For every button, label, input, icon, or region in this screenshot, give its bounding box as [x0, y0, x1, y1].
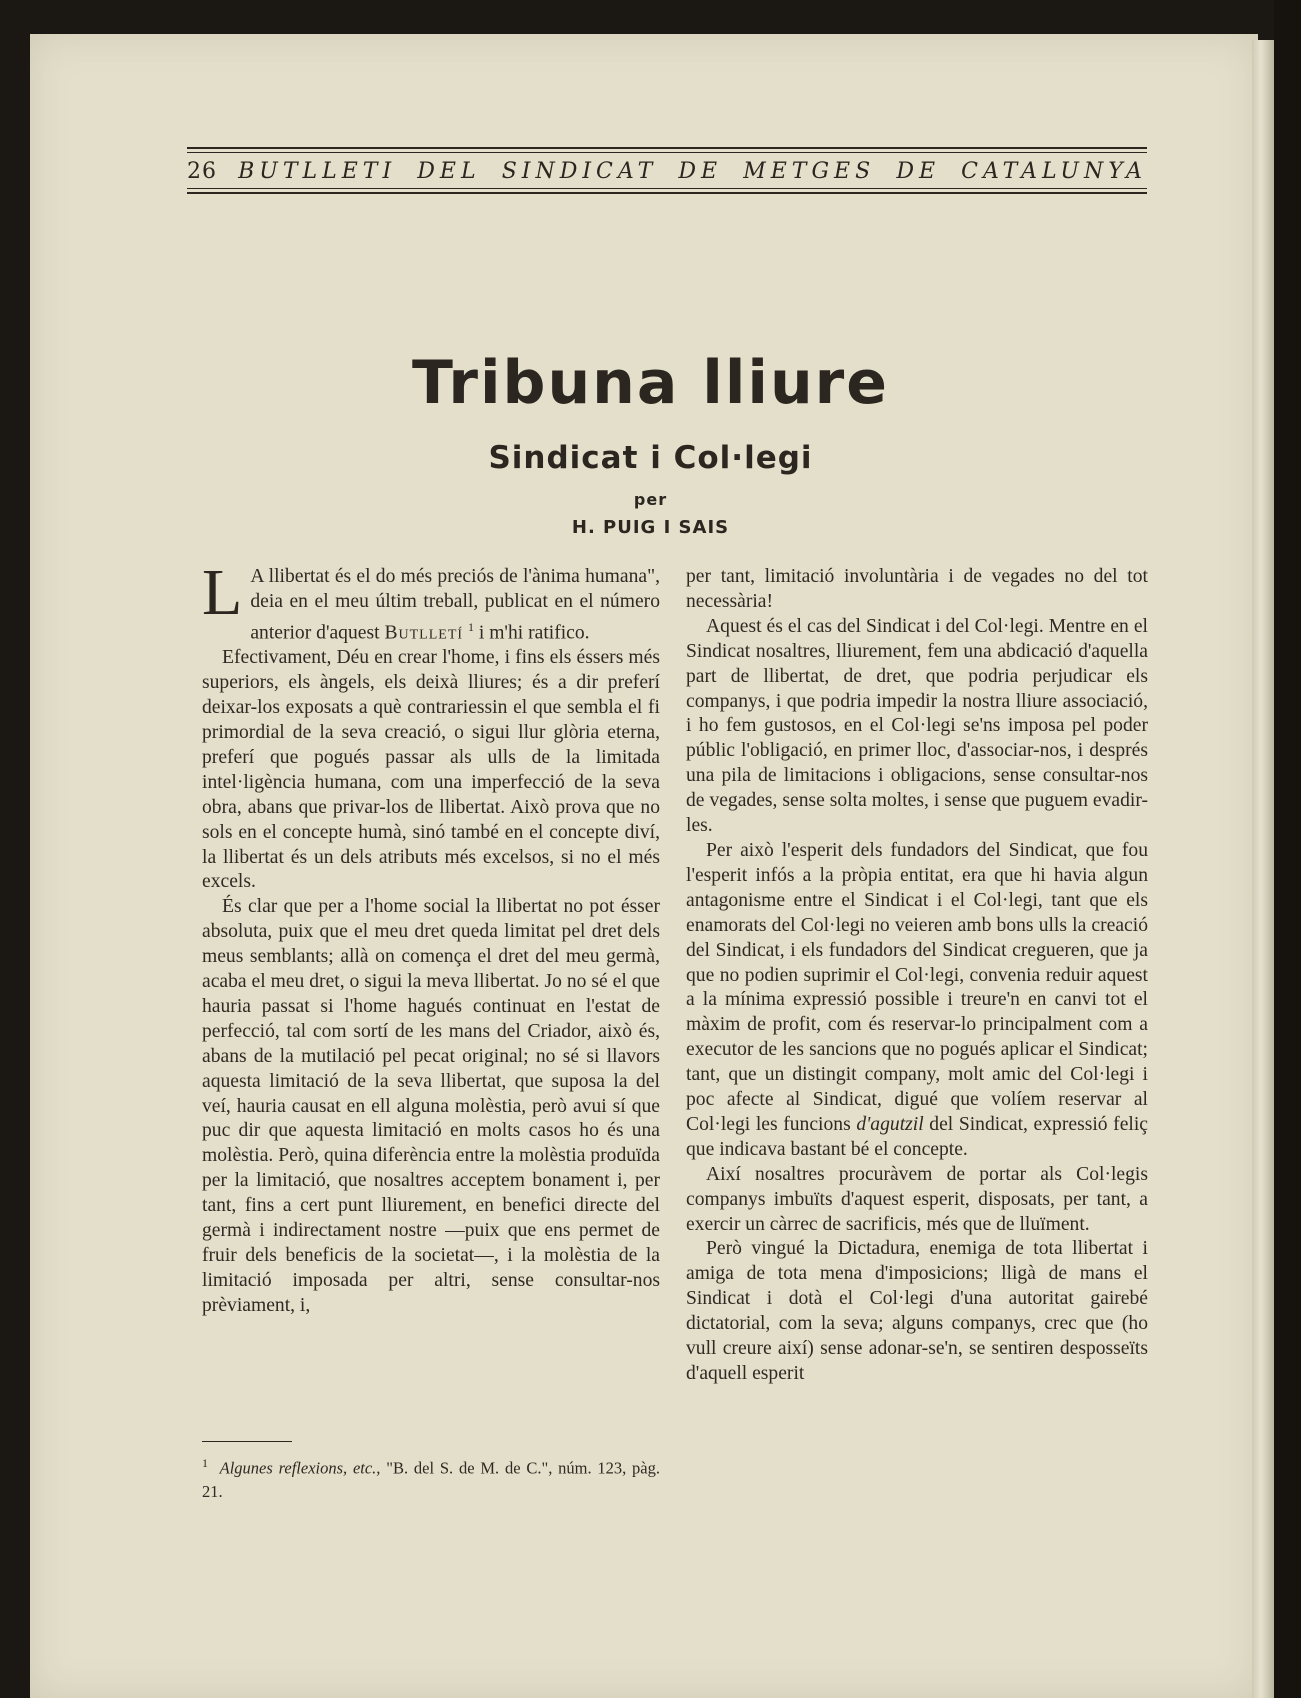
paragraph: Així nosaltres procuràvem de portar als Col·legis companys imbuïts d'aquest esperit, disposats, per tant, a exercir un càrrec de sacrificis, més que de lluïment. [686, 1163, 1148, 1235]
paragraph [686, 839, 1148, 1163]
byline-prefix: per [633, 490, 668, 509]
footnote-title: Algunes reflexions, etc., [219, 1458, 381, 1478]
footnote-marker: 1 [467, 619, 474, 634]
header-rule-bottom [187, 192, 1147, 194]
header-text [187, 153, 1147, 188]
paragraph: Aquest és el cas del Sindicat i del Col·legi. Mentre en el Sindicat nosaltres, lliurement, fem una abdicació d'aquella part de llibertat, de dret, que podria perjudicar els companys, i que podria impedir la nostra lliure associació, i ho fem gustosos, en el Col·legi se'ns imposa pel poder públic l'obligació, en primer lloc, d'associar-nos, i després una pila de limitacions i obligacions, sense consultar-nos de vegades, sense solta moltes, i sense que puguem evadir-les. [686, 615, 1148, 837]
paragraph: Efectivament, Déu en crear l'home, i fins els éssers més superiors, els àngels, els deixà lliures; és a dir preferí deixar-los exposats a què contrariessin el que sembla el fi primordial de la seva creació, o sigui llur glòria eterna, preferí que pogués passar als ulls de la limitada intel·ligència humana, com una imperfecció de la seva obra, abans que privar-los de llibertat. Això prova que no sols en el concepte humà, sinó també en el concepte diví, la llibertat és un dels atributs més excelsos, si no el més excels. [202, 647, 660, 893]
paragraph: per tant, limitació involuntària i de vegades no del tot necessària! [686, 566, 1148, 612]
italic-term: d'agutzil [856, 1113, 924, 1135]
header-word: METGES [743, 159, 876, 184]
page-number: 26 [187, 159, 217, 184]
header-word: DEL [417, 159, 481, 184]
paragraph-text: Per això l'esperit dels fundadors del Sindicat, que fou l'esperit infós a la pròpia entitat, era que hi havia algun antagonisme entre el Sindicat i el Col·legi, tant que els enamorats del Col·legi no veieren amb bons ulls la creació del Sindicat, i els fundadors del Sindicat cregueren, que ja que no podien suprimir el Col·legi, convenia reduir aquest a la mínima expressió possible i treure'n en canvi tot el màxim de profit, com és reservar-lo principalment com a executor de les sancions que no pogués aplicar el Sindicat; tant, que un distingit company, molt amic del Col·legi i poc afecte al Sindicat, digué que volíem reservar al Col·legi les funcions [686, 839, 1148, 1135]
footnote [202, 1452, 660, 1503]
paragraph [202, 556, 660, 646]
header-word: DE [896, 159, 941, 184]
paragraph-text: i m'hi ratifico. [473, 622, 590, 644]
header-rule-top [187, 147, 1147, 149]
right-column [686, 565, 1148, 1387]
running-header [187, 147, 1147, 194]
footnote-rule [202, 1441, 292, 1442]
page-edge [1252, 40, 1274, 1698]
header-rule-bottom-thin [187, 188, 1147, 189]
header-word: DE [678, 159, 723, 184]
article-subtitle: Sindicat i Col·legi [488, 440, 813, 476]
footnote-text: "B. del S. de M. de C.", núm. 123, pàg. 21. [202, 1458, 661, 1501]
header-word: BUTLLETI [238, 159, 397, 184]
article-title: Tribuna lliure [412, 348, 889, 418]
paragraph: És clar que per a l'home social la llibertat no pot ésser absoluta, puix que el meu dret queda limitat pel dret dels meus semblants; allà on comença el dret del meu germà, acaba el meu dret, o sigui la meva llibertat. Jo no sé el que hauria passat si l'home hagués continuat en l'estat de perfecció, tal com sortí de les mans del Criador, això és, abans de la mutilació pel pecat original; no sé si llavors aquesta limitació de la seva llibertat, que suposa la del veí, hauria causat en ell alguna molèstia, però avui sí que puc dir que aquesta limitació en molts casos ho és una molèstia. Però, quina diferència entre la molèstia produïda per la limitació, que nosaltres acceptem bonament i, per tant, fins a cert punt lliurement, en benefici directe del germà i indirectament nostre —puix que ens permet de fruir dels beneficis de la societat—, i la molèstia de la limitació imposada per altri, sense consultar-nos prèviament, i, [202, 896, 660, 1316]
left-column [202, 556, 660, 1319]
paragraph-text: A llibertat és el do més preciós de l'ànima humana", deia en el meu últim treball, publicat en el número anterior d'aquest [250, 566, 660, 644]
journal-name: Butlletí [384, 622, 464, 644]
paragraph: Però vingué la Dictadura, enemiga de tota llibertat i amiga de tota mena d'imposicions; lligà de mans el Sindicat i dotà el Col·legi d'una autoritat gairebé dictatorial, com la seva; alguns companys, crec que (ho vull creure així) sense adonar-se'n, se sentiren desposseïts d'aquell esperit [686, 1238, 1148, 1384]
paragraph-text: del Sindicat, expressió feliç que indicava bastant bé el concepte. [686, 1113, 1148, 1160]
footnote-number: 1 [202, 1456, 208, 1470]
author-name: H. PUIG I SAIS [571, 517, 730, 538]
drop-cap: L [202, 556, 243, 629]
scan-border [1274, 0, 1301, 1698]
header-word: SINDICAT [501, 159, 658, 184]
header-word: CATALUNYA [961, 159, 1147, 184]
